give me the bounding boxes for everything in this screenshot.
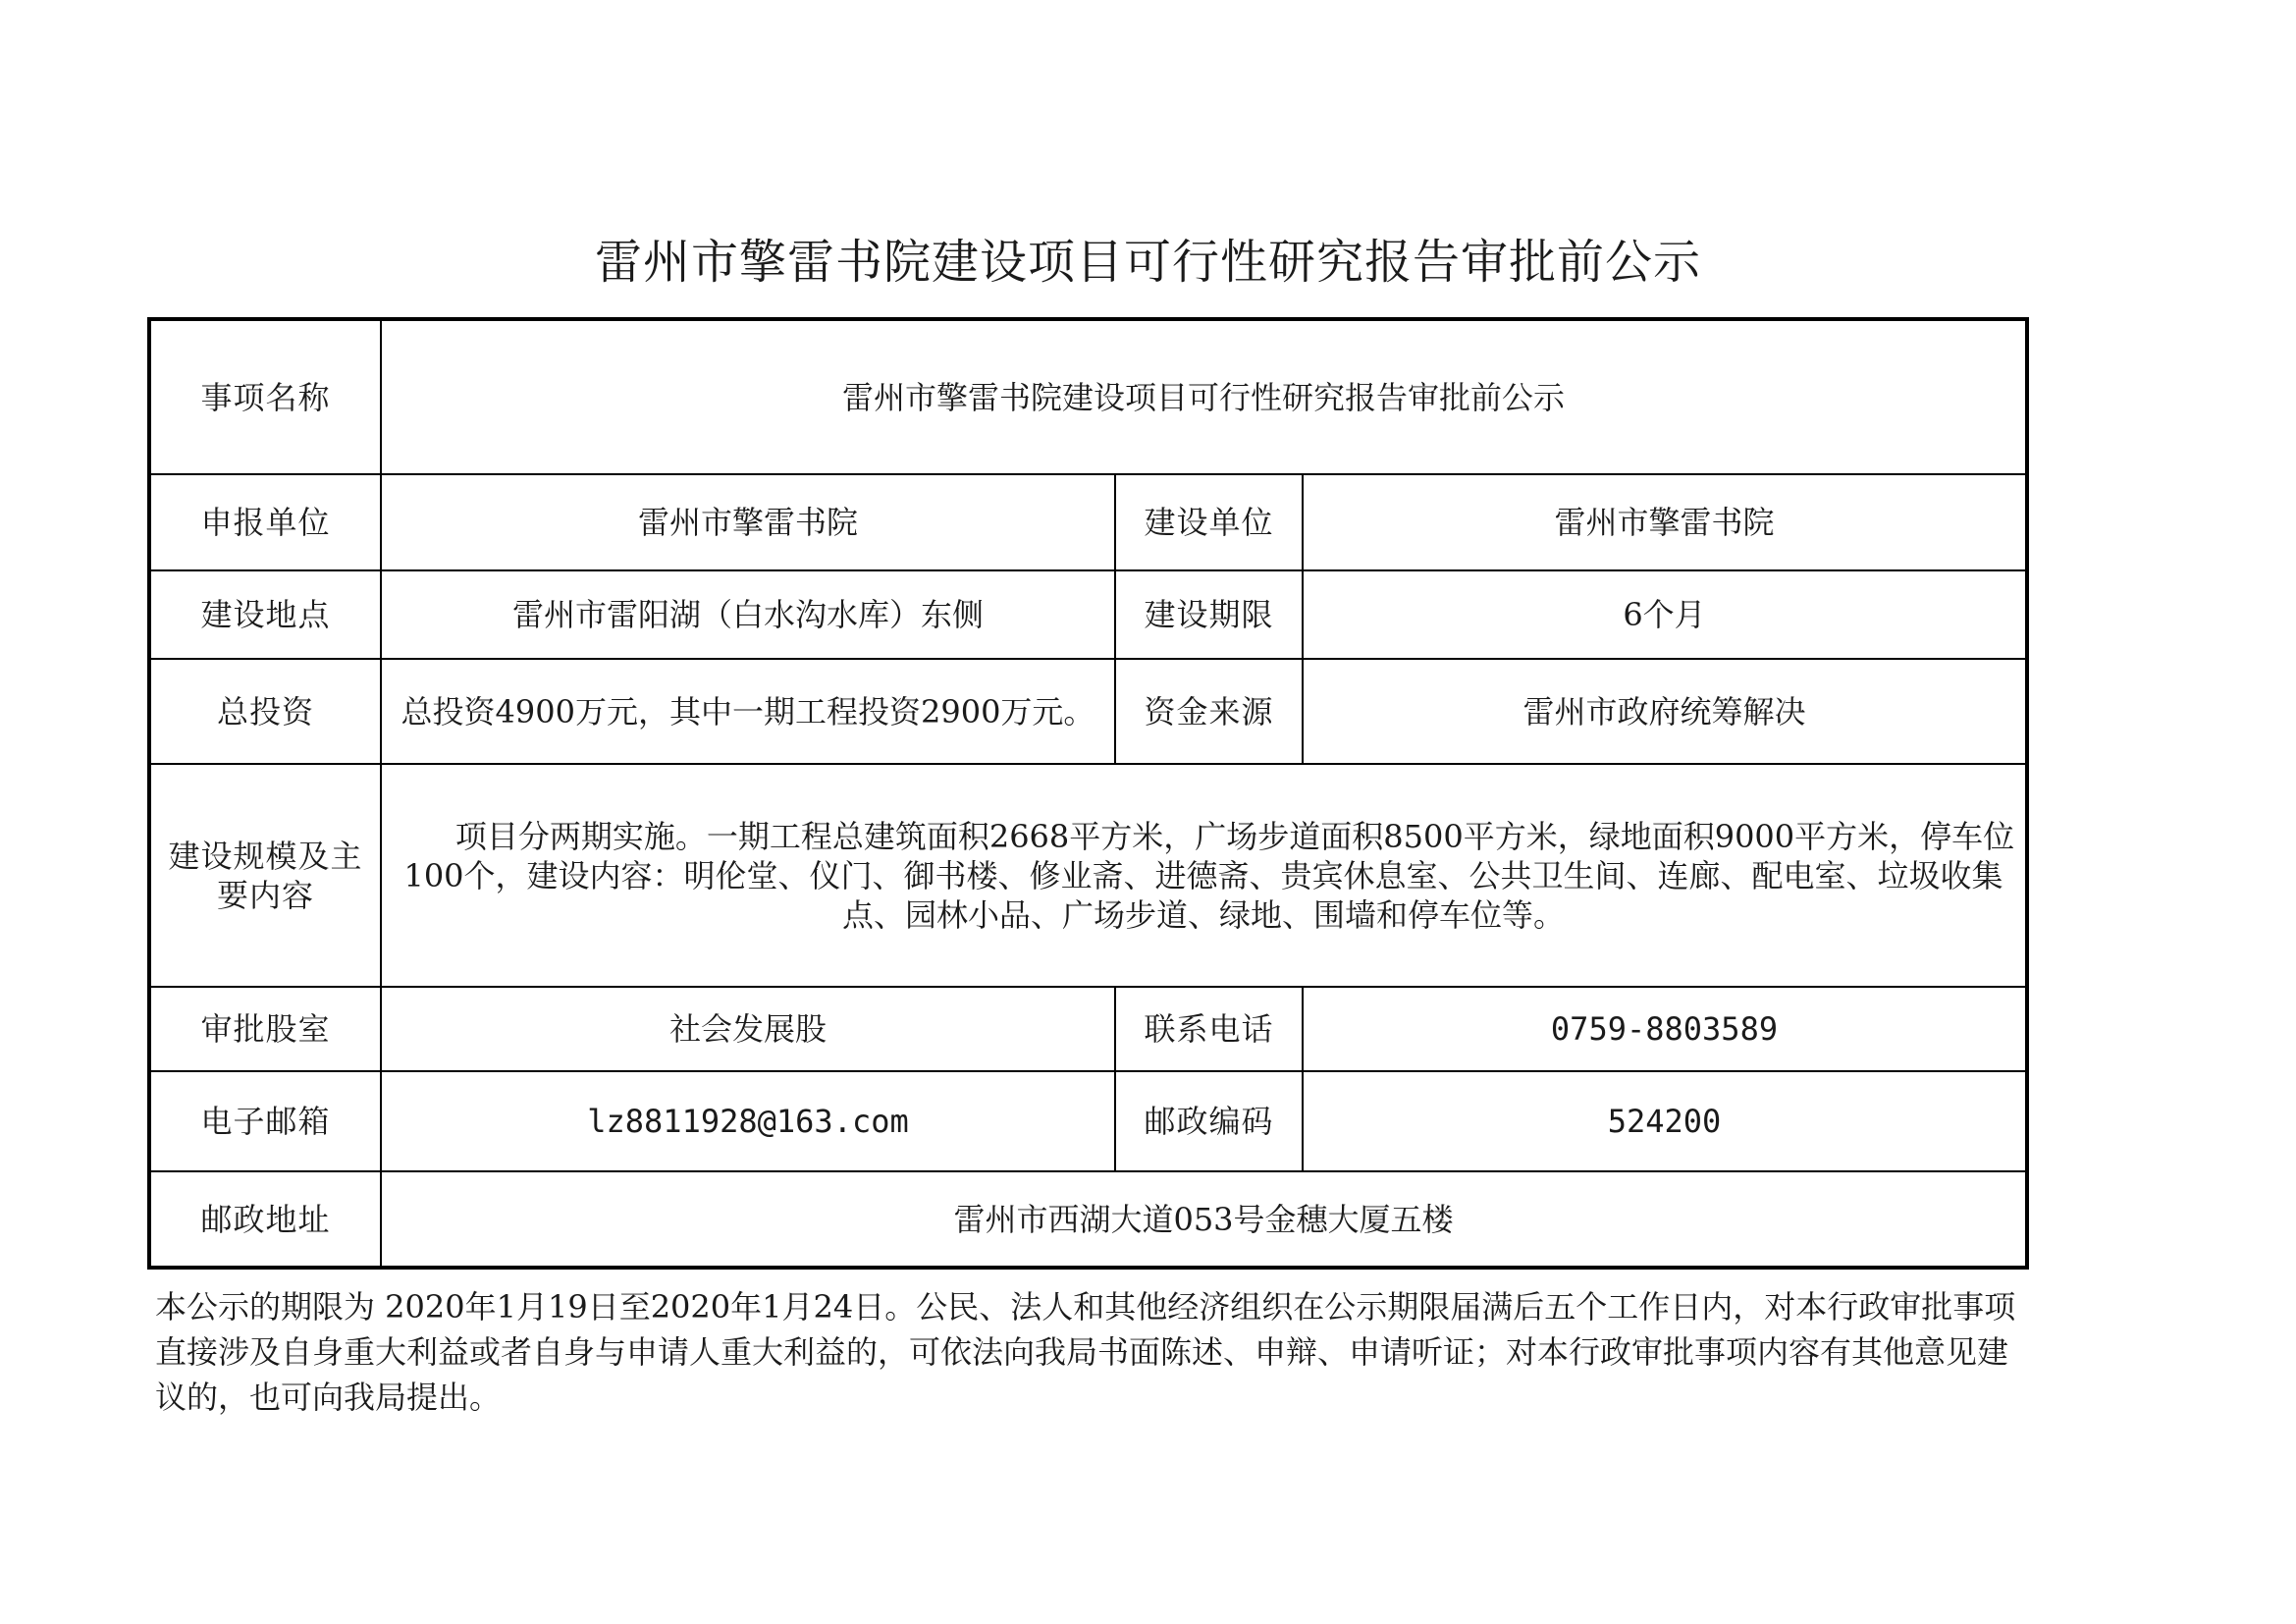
- period-label: 建设期限: [1115, 570, 1303, 659]
- funding-value: 雷州市政府统筹解决: [1303, 659, 2027, 764]
- email-value: lz8811928@163.com: [381, 1071, 1115, 1171]
- notice-text: 本公示的期限为 2020年1月19日至2020年1月24日。公民、法人和其他经济组织在公示期限届满后五个工作日内，对本行政审批事项直接涉及自身重大利益或者自身与申请人重大利益的，可依法向我局书面陈述、申辩、申请听证；对本行政审批事项内容有其他意见建议的，也可向我局提出。: [155, 1288, 2016, 1416]
- scale-label: 建设规模及主要内容: [149, 764, 381, 987]
- row-address: [149, 1171, 2027, 1268]
- builder-label: 建设单位: [1115, 474, 1303, 570]
- row-dept: [149, 987, 2027, 1071]
- row-location: [149, 570, 2027, 659]
- postcode-label: 邮政编码: [1115, 1071, 1303, 1171]
- investment-label: 总投资: [149, 659, 381, 764]
- phone-label: 联系电话: [1115, 987, 1303, 1071]
- applicant-value: 雷州市擎雷书院: [381, 474, 1115, 570]
- announcement-table: [147, 317, 2029, 1270]
- investment-value: 总投资4900万元，其中一期工程投资2900万元。: [381, 659, 1115, 764]
- dept-label: 审批股室: [149, 987, 381, 1071]
- row-email: [149, 1071, 2027, 1171]
- funding-label: 资金来源: [1115, 659, 1303, 764]
- postcode-value: 524200: [1303, 1071, 2027, 1171]
- applicant-label: 申报单位: [149, 474, 381, 570]
- address-value: 雷州市西湖大道053号金穗大厦五楼: [381, 1171, 2027, 1268]
- page-title: 雷州市擎雷书院建设项目可行性研究报告审批前公示: [594, 235, 1701, 290]
- dept-value: 社会发展股: [381, 987, 1115, 1071]
- scale-value: 项目分两期实施。一期工程总建筑面积2668平方米，广场步道面积8500平方米，绿地面积9000平方米，停车位100个，建设内容：明伦堂、仪门、御书楼、修业斋、进德斋、贵宾休息室、公共卫生间、连廊、配电室、垃圾收集点、园林小品、广场步道、绿地、围墙和停车位等。: [381, 764, 2027, 987]
- item-name-label: 事项名称: [149, 319, 381, 474]
- row-item-name: [149, 319, 2027, 474]
- email-label: 电子邮箱: [149, 1071, 381, 1171]
- row-investment: [149, 659, 2027, 764]
- item-name-value: 雷州市擎雷书院建设项目可行性研究报告审批前公示: [381, 319, 2027, 474]
- period-value: 6个月: [1303, 570, 2027, 659]
- builder-value: 雷州市擎雷书院: [1303, 474, 2027, 570]
- location-value: 雷州市雷阳湖（白水沟水库）东侧: [381, 570, 1115, 659]
- row-units: [149, 474, 2027, 570]
- phone-value: 0759-8803589: [1303, 987, 2027, 1071]
- address-label: 邮政地址: [149, 1171, 381, 1268]
- location-label: 建设地点: [149, 570, 381, 659]
- row-scale: [149, 764, 2027, 987]
